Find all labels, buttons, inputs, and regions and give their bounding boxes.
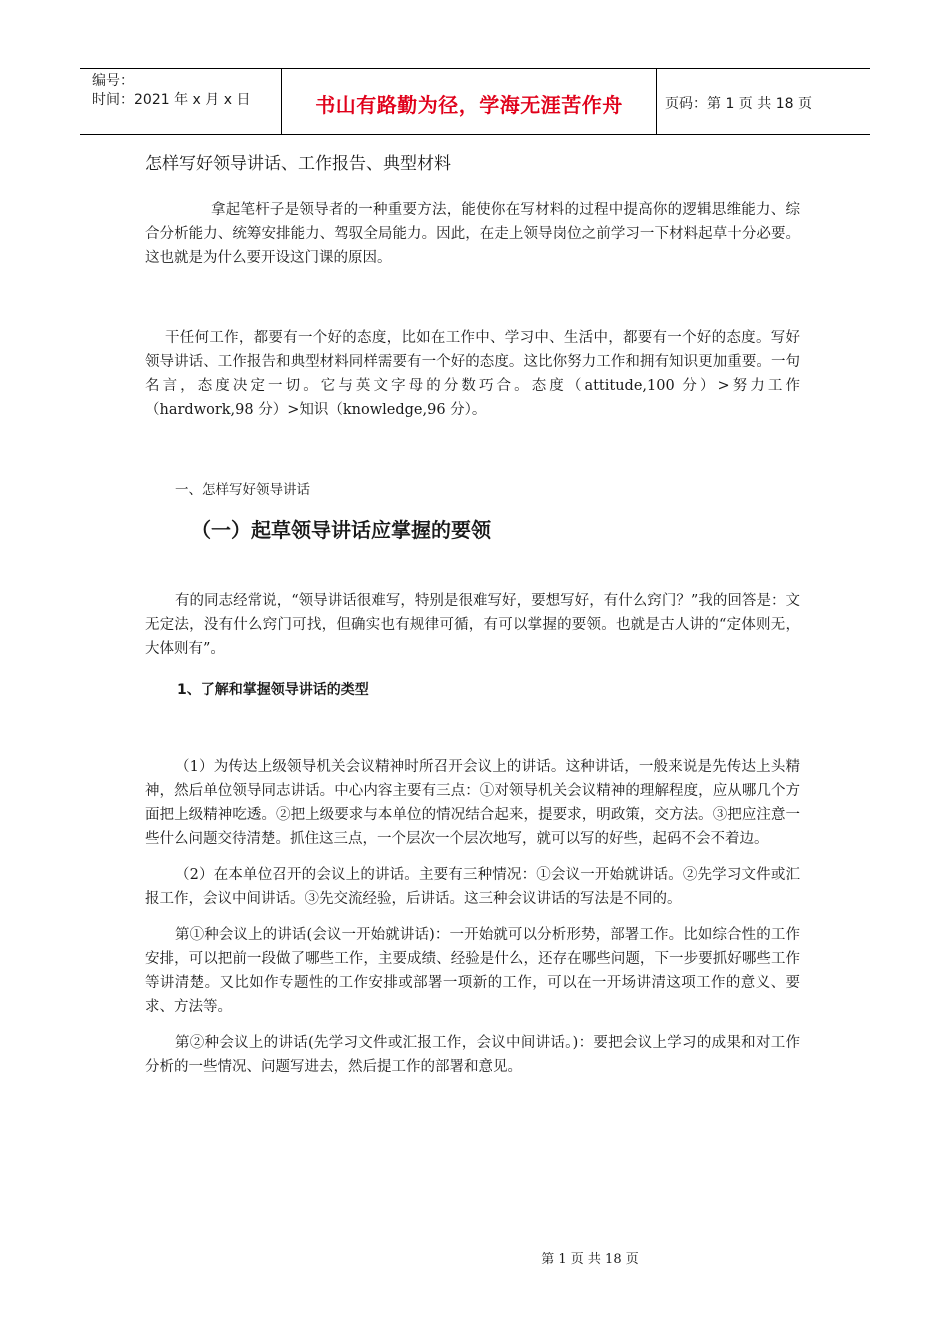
date-label: 时间：2021 年 x 月 x 日: [92, 92, 251, 108]
page-footer: [0, 1248, 950, 1267]
subsection-heading: （一）起草领导讲话应掌握的要领: [191, 518, 491, 542]
page-info: 页码：第 1 页 共 18 页: [665, 95, 812, 112]
footer-page-number: 第 1 页 共 18 页: [541, 1252, 639, 1267]
header-table: [80, 68, 870, 135]
case2-paragraph: 第②种会议上的讲话(先学习文件或汇报工作，会议中间讲话。)：要把会议上学习的成果和对工作分析的一些情况、问题写进去，然后提工作的部署和意见。: [145, 1035, 800, 1075]
point-heading: 1、了解和掌握领导讲话的类型: [177, 682, 369, 698]
header-meta-cell: [80, 69, 282, 134]
motto-text: 书山有路勤为径，学海无涯苦作舟: [315, 93, 623, 117]
section-heading: 一、怎样写好领导讲话: [175, 482, 310, 498]
type2-paragraph: （2）在本单位召开的会议上的讲话。主要有三种情况：①会议一开始就讲话。②先学习文件或汇报工作，会议中间讲话。③先交流经验，后讲话。这三种会议讲话的写法是不同的。: [145, 867, 800, 907]
case1-paragraph: 第①种会议上的讲话(会议一开始就讲话)：一开始就可以分析形势，部署工作。比如综合性的工作安排，可以把前一段做了哪些工作，主要成绩、经验是什么，还存在哪些问题，下一步要抓好哪些工作等讲清楚。又比如作专题性的工作安排或部署一项新的工作，可以在一开场讲清这项工作的意义、要求、方法等。: [145, 927, 800, 1015]
document-title: 怎样写好领导讲话、工作报告、典型材料: [145, 154, 451, 174]
number-label: 编号：: [92, 73, 134, 89]
intro2-paragraph: 有的同志经常说，“领导讲话很难写，特别是很难写好，要想写好，有什么窍门？”我的回答是：文无定法，没有什么窍门可找，但确实也有规律可循，有可以掌握的要领。也就是古人讲的“定体则无，大体则有”。: [145, 593, 800, 657]
intro-paragraph: 拿起笔杆子是领导者的一种重要方法，能使你在写材料的过程中提高你的逻辑思维能力、综合分析能力、统筹安排能力、驾驭全局能力。因此，在走上领导岗位之前学习一下材料起草十分必要。这也就是为什么要开设这门课的原因。: [145, 202, 800, 266]
attitude-paragraph: 干任何工作，都要有一个好的态度，比如在工作中、学习中、生活中，都要有一个好的态度。写好领导讲话、工作报告和典型材料同样需要有一个好的态度。这比你努力工作和拥有知识更加重要。一句名言，态度决定一切。它与英文字母的分数巧合。态度（attitude,100 分）>努力工作（hardwork,98 分）>知识（knowledge,96 分）。: [145, 330, 800, 418]
header-motto-cell: [282, 69, 657, 134]
document-body: [145, 152, 800, 1079]
header-page-cell: [657, 69, 870, 134]
type1-paragraph: （1）为传达上级领导机关会议精神时所召开会议上的讲话。这种讲话，一般来说是先传达上头精神，然后单位领导同志讲话。中心内容主要有三点：①对领导机关会议精神的理解程度，应从哪几个方面把上级精神吃透。②把上级要求与本单位的情况结合起来，提要求，明政策，交方法。③把应注意一些什么问题交待清楚。抓住这三点，一个层次一个层次地写，就可以写的好些，起码不会不着边。: [145, 759, 800, 847]
